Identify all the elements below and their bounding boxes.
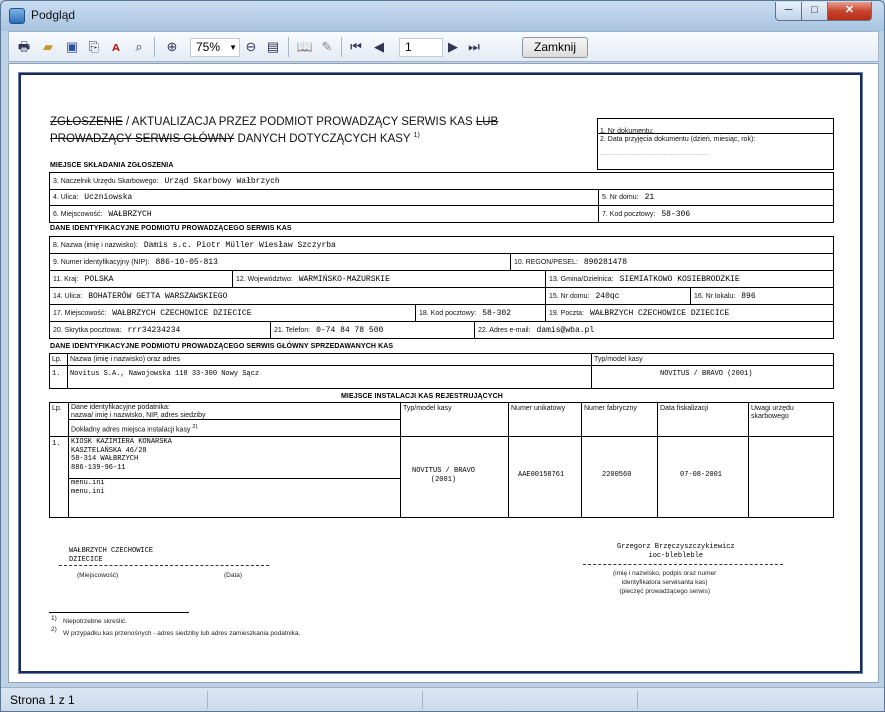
row-factory: 2200560 — [602, 471, 632, 479]
col-lp: Lp. — [52, 356, 62, 363]
field-11 — [49, 270, 233, 288]
section-service: DANE IDENTYFIKACYJNE PODMIOTU PROWADZĄCEGO SERWIS KAS — [50, 225, 292, 232]
doc-number-box — [597, 118, 834, 134]
field-value: Damis s.c. Piotr Müller Wiesław Szczyrba — [143, 240, 336, 250]
toolbar-separator — [341, 37, 342, 57]
field-value: WAŁBRZYCH — [108, 209, 152, 219]
doc-number-label: 1. Nr dokumentu: — [600, 128, 654, 135]
section-place: MIEJSCE SKŁADANIA ZGŁOSZENIA — [50, 162, 174, 169]
field-label: 7. Kod pocztowy: — [602, 210, 656, 218]
field-4 — [49, 189, 599, 206]
field-value: WAŁBRZYCH CZECHOWICE DZIECICE — [112, 308, 252, 318]
field-21 — [270, 321, 475, 339]
footnote-ref: 2) — [192, 424, 198, 430]
field-8 — [49, 236, 834, 254]
col-lp: Lp. — [52, 405, 62, 412]
row-name: Novitus S.A., Nawojowska 118 33-300 Nowy Sącz — [70, 370, 260, 378]
footnote-1: Niepotrzebne skreślić. — [63, 618, 127, 625]
field-10 — [510, 253, 834, 271]
field-label: 19. Poczta: — [549, 309, 585, 317]
row-type: NOVITUS / BRAVO (2001) — [660, 370, 753, 378]
field-19 — [545, 304, 834, 322]
form-title — [50, 115, 550, 146]
row-fiscal-date: 07-08-2001 — [680, 471, 723, 479]
find-icon[interactable]: ⌕ — [135, 39, 143, 54]
field-label: 10. REGON/PESEL: — [514, 258, 578, 266]
field-value: rrr34234234 — [127, 325, 181, 335]
title-strike-2: LUB — [475, 116, 499, 128]
field-label: 11. Kraj: — [53, 275, 79, 283]
place-value: WAŁBRZYCH CZECHOWICE DZIECICE — [69, 547, 154, 564]
field-value: 886-10-05-813 — [155, 257, 218, 267]
place-label: (Miejscowość) — [77, 572, 119, 579]
col-taxpayer — [71, 404, 205, 420]
export-icon[interactable]: ⎘ — [88, 39, 100, 54]
preview-area[interactable] — [8, 63, 879, 683]
row-lp: 1. — [52, 440, 61, 448]
pdf-icon[interactable]: ᴀ — [112, 39, 120, 54]
field-value: SIEMIATKOWO KOSIEBRODZKIE — [619, 274, 740, 284]
close-button[interactable]: Zamknij — [522, 37, 588, 58]
fit-page-icon[interactable]: ▤ — [266, 39, 280, 54]
field-label: 8. Nazwa (imię i nazwisko): — [53, 241, 138, 249]
signature-value: Grzegorz Brzęczyszczykiewicz ioc-blebleble — [617, 543, 735, 560]
col-unique: Numer unikatowy — [511, 405, 566, 412]
col-type: Typ/model kasy — [594, 356, 643, 363]
signature-line — [583, 564, 783, 565]
field-22 — [474, 321, 834, 339]
field-label: 21. Telefon: — [274, 326, 311, 334]
field-7 — [598, 205, 834, 223]
col-factory: Numer fabryczny — [584, 405, 637, 412]
field-label: 3. Naczelnik Urzędu Skarbowego: — [53, 177, 159, 185]
date-label: (Data) — [224, 572, 243, 579]
doc-date-dots: .............................................................................. — [600, 151, 709, 157]
status-bar — [1, 687, 885, 712]
field-label: 18. Kod pocztowy: — [419, 309, 477, 317]
save-icon[interactable]: ▣ — [65, 39, 79, 54]
field-13 — [545, 270, 834, 288]
zoom-select[interactable] — [190, 38, 240, 57]
field-value: Urząd Skarbowy Wałbrzych — [164, 176, 280, 186]
first-page-icon[interactable]: ⏮ — [350, 39, 362, 54]
col-type: Typ/model kasy — [403, 405, 452, 412]
field-label: 6. Miejscowość: — [53, 210, 103, 218]
doc-date-box — [597, 133, 834, 170]
field-value: 0-74 84 78 500 — [316, 325, 384, 335]
footnote-1-num: 1) — [51, 615, 57, 622]
row-address: menu.ini menu.ini — [71, 479, 105, 496]
section-install: MIEJSCE INSTALACJI KAS REJESTRUJĄCYCH — [341, 393, 503, 400]
title-part: / AKTUALIZACJA PRZEZ PODMIOT PROWADZĄCY SERWIS KAS — [122, 116, 476, 128]
zoom-out-icon[interactable]: ⊖ — [245, 39, 257, 54]
field-15 — [545, 287, 691, 305]
field-18 — [415, 304, 546, 322]
field-3 — [49, 172, 834, 190]
close-window-button[interactable]: ✕ — [827, 2, 872, 21]
edit-page-icon[interactable]: ✎ — [321, 39, 333, 54]
app-icon — [9, 8, 25, 24]
document-page — [19, 73, 862, 673]
field-20 — [49, 321, 271, 339]
footnote-ref: 1) — [413, 132, 420, 139]
field-17 — [49, 304, 416, 322]
status-divider — [207, 691, 208, 709]
field-label: 15. Nr domu: — [549, 292, 590, 300]
window-title: Podgląd — [31, 8, 76, 22]
field-label: 17. Miejscowość: — [53, 309, 107, 317]
status-divider — [637, 691, 638, 709]
field-6 — [49, 205, 599, 223]
field-value: POLSKA — [84, 274, 114, 284]
row-unique: AAE00158761 — [518, 471, 565, 479]
col-taxpayer-line1: Dane identyfikacyjne podatnika: — [71, 404, 170, 411]
footnote-2-num: 2) — [51, 626, 57, 633]
toolbar-separator — [288, 37, 289, 57]
field-label: 14. Ulica: — [53, 292, 83, 300]
field-9 — [49, 253, 511, 271]
last-page-icon[interactable]: ⏭ — [468, 39, 480, 54]
field-label: 22. Adres e-mail: — [478, 326, 531, 334]
install-table — [49, 402, 834, 518]
section-main-service: DANE IDENTYFIKACYJNE PODMIOTU PROWADZĄCEGO SERWIS GŁÓWNY SPRZEDAWANYCH KAS — [50, 343, 394, 350]
zoom-in-icon[interactable]: ⊕ — [166, 39, 178, 54]
col-address-text: Dokładny adres miejsca instalacji kasy — [71, 426, 191, 434]
maximize-button[interactable]: □ — [801, 2, 828, 21]
next-page-icon[interactable]: ▶ — [448, 39, 458, 54]
prev-page-icon[interactable]: ◀ — [374, 39, 384, 54]
field-label: 4. Ulica: — [53, 194, 79, 201]
title-rest: DANYCH DOTYCZĄCYCH KASY — [234, 132, 411, 145]
print-icon[interactable]: 🖶 — [17, 39, 31, 54]
zoom-value: 75% — [196, 40, 221, 54]
field-12 — [232, 270, 546, 288]
field-value: 58-302 — [482, 308, 512, 318]
minimize-button[interactable]: ─ — [775, 2, 802, 21]
field-label: 13. Gmina/Dzielnica: — [549, 275, 614, 283]
field-value: 896 — [741, 291, 756, 301]
field-value: WARMIŃSKO-MAZURSKIE — [298, 274, 390, 284]
field-value: 21 — [644, 193, 655, 202]
field-label: 5. Nr domu: — [602, 194, 639, 201]
signature-label: (imię i nazwisko, podpis oraz numer identyfikatora serwisanta kas) (pieczęć prowadzącego serwis) — [613, 570, 717, 595]
book-icon[interactable]: 📖 — [296, 39, 314, 54]
title-bar[interactable] — [1, 1, 885, 31]
title-strike-3: PROWADZĄCY SERWIS GŁÓWNY — [50, 132, 235, 145]
title-strike-1: ZGŁOSZENIE — [50, 116, 123, 128]
field-value: damis@wba.pl — [536, 325, 595, 335]
col-address — [71, 423, 198, 434]
doc-date-label: 2. Data przyjęcia dokumentu (dzień, miesiąc, rok): — [600, 136, 756, 143]
page-number-input[interactable]: 1 — [399, 38, 443, 57]
toolbar-separator — [154, 37, 155, 57]
col-taxpayer-line2: nazwa/ imię i nazwisko, NIP, adres siedziby — [71, 412, 206, 419]
field-16 — [690, 287, 834, 305]
footnote-2: W przypadku kas przenośnych - adres siedziby lub adres zamieszkania podatnika. — [63, 630, 301, 637]
col-fiscal-date: Data fiskalizacji — [660, 405, 709, 412]
field-label: 20. Skrytka pocztowa: — [53, 326, 122, 334]
field-label: 12. Województwo: — [236, 275, 293, 283]
row-taxpayer: KIOSK KAZIMIERA KONARSKA KASZTELAŃSKA 46/28 58-314 WAŁBRZYCH 886-139-96-11 — [71, 438, 172, 472]
place-line — [59, 565, 269, 566]
col-remarks: Uwagi urzędu skarbowego — [751, 405, 794, 420]
row-type: NOVITUS / BRAVO (2001) — [412, 467, 476, 484]
col-name: Nazwa (imię i nazwisko) oraz adres — [70, 356, 181, 363]
main-service-table — [49, 353, 834, 389]
field-5 — [598, 189, 834, 206]
field-value: WAŁBRZYCH CZECHOWICE DZIECICE — [590, 308, 730, 318]
field-14 — [49, 287, 546, 305]
field-label: 9. Numer identyfikacyjny (NIP): — [53, 258, 150, 266]
status-divider — [422, 691, 423, 709]
field-value: BOHATERÓW GETTA WARSZAWSKIEGO — [88, 291, 228, 301]
open-folder-icon[interactable]: ▰ — [43, 39, 53, 54]
footnote-line — [49, 612, 189, 613]
toolbar — [8, 31, 879, 62]
field-value: 58-306 — [661, 209, 691, 219]
field-value: Uczniowska — [84, 193, 133, 202]
field-value: 240qc — [595, 291, 620, 301]
chevron-down-icon: ▼ — [229, 43, 237, 52]
field-value: 890281478 — [583, 257, 628, 267]
field-label: 16. Nr lokalu: — [694, 292, 736, 300]
page-status: Strona 1 z 1 — [10, 693, 75, 707]
row-lp: 1. — [52, 370, 61, 378]
